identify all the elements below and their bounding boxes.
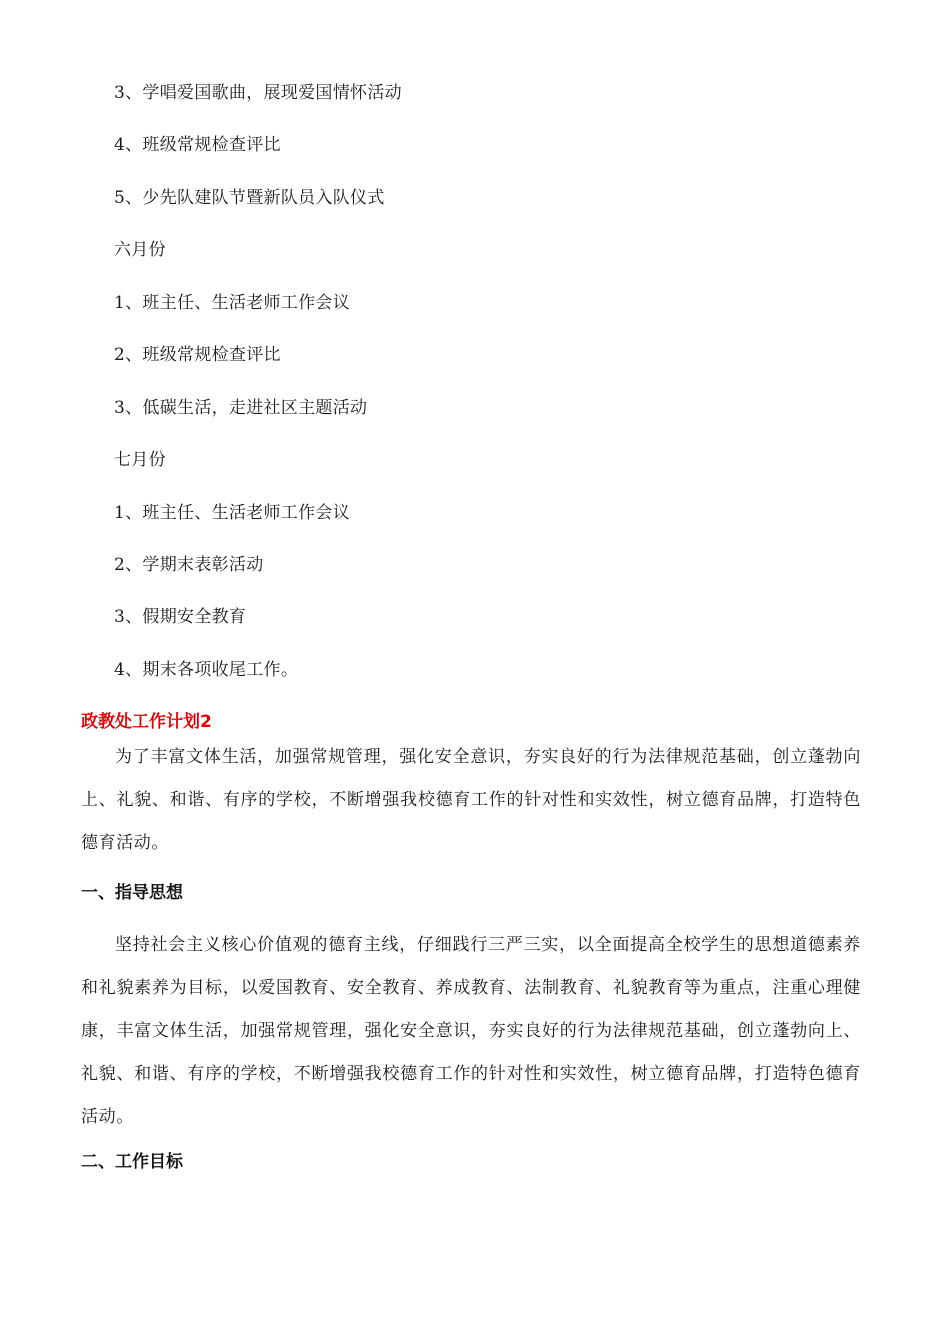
- month-label-june: 六月份: [114, 240, 166, 260]
- list-item-june-2: 2、班级常规检查评比: [114, 345, 281, 365]
- list-item-may-5: 5、少先队建队节暨新队员入队仪式: [114, 188, 385, 208]
- list-item-june-3: 3、低碳生活，走进社区主题活动: [114, 398, 368, 418]
- intro-paragraph: [81, 736, 861, 865]
- list-item-july-2: 2、学期末表彰活动: [114, 555, 264, 575]
- list-item-may-4: 4、班级常规检查评比: [114, 135, 281, 155]
- guiding-paragraph-text: 坚持社会主义核心价值观的德育主线，仔细践行三严三实，以全面提高全校学生的思想道德素养和礼貌素养为目标，以爱国教育、安全教育、养成教育、法制教育、礼貌教育等为重点，注重心理健康，丰富文体生活，加强常规管理，强化安全意识，夯实良好的行为法律规范基础，创立蓬勃向上、礼貌、和谐、有序的学校，不断增强我校德育工作的针对性和实效性，树立德育品牌，打造特色德育活动。: [81, 935, 861, 1127]
- list-item-may-3: 3、学唱爱国歌曲，展现爱国情怀活动: [114, 83, 402, 103]
- intro-paragraph-text: 为了丰富文体生活，加强常规管理，强化安全意识，夯实良好的行为法律规范基础，创立蓬勃向上、礼貌、和谐、有序的学校，不断增强我校德育工作的针对性和实效性，树立德育品牌，打造特色德育活动。: [81, 747, 861, 853]
- guiding-paragraph: [81, 924, 861, 1139]
- month-label-july: 七月份: [114, 450, 166, 470]
- list-item-july-3: 3、假期安全教育: [114, 607, 247, 627]
- section-title: 政教处工作计划2: [81, 712, 212, 732]
- heading-work-goals: 二、工作目标: [81, 1152, 183, 1172]
- list-item-june-1: 1、班主任、生活老师工作会议: [114, 293, 351, 313]
- heading-guiding-ideology: 一、指导思想: [81, 883, 183, 903]
- list-item-july-4: 4、期末各项收尾工作。: [114, 660, 299, 680]
- list-item-july-1: 1、班主任、生活老师工作会议: [114, 503, 351, 523]
